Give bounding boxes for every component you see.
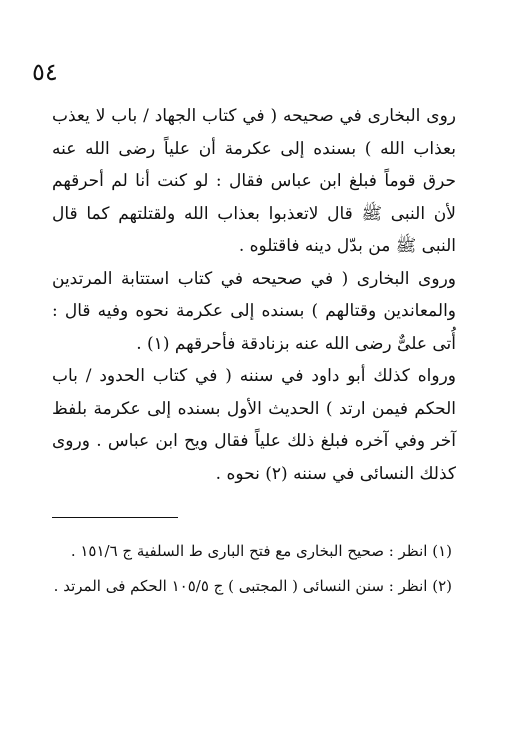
main-text bbox=[52, 100, 456, 490]
footnotes bbox=[48, 535, 452, 605]
page-number: ٥٤ bbox=[32, 58, 58, 86]
footnote: (٢) انظر : سنن النسائى ( المجتبى ) ج ١٠٥/٥ الحكم فى المرتد . bbox=[53, 577, 452, 595]
footnote-separator bbox=[52, 517, 178, 518]
paragraph: روى البخارى في صحيحه ( في كتاب الجهاد / باب لا يعذب بعذاب الله ) بسنده إلى عكرمة أن علياً رضى الله عنه حرق قوماً فبلغ ابن عباس فقال : لو كنت أنا لم أحرقهم لأن النبى ﷺ قال لاتعذبوا بعذاب الله ولقتلتهم كما قال النبى ﷺ من بدّل دينه فاقتلوه . bbox=[52, 106, 456, 256]
footnote: (١) انظر : صحيح البخارى مع فتح البارى ط السلفية ج ١٥١/٦ . bbox=[70, 542, 452, 560]
paragraph: ورواه كذلك أبو داود في سننه ( في كتاب الحدود / باب الحكم فيمن ارتد ) الحديث الأول بسنده إلى عكرمة بلفظ آخر وفي آخره فبلغ ذلك علياً فقال ويح ابن عباس . وروى كذلك النسائى في سننه (٢) نحوه . bbox=[52, 366, 456, 484]
paragraph: وروى البخارى ( في صحيحه في كتاب استتابة المرتدين والمعاندين وقتالهم ) بسنده إلى عكرمة نحوه وفيه قال : أُتى علىٌّ رضى الله عنه بزنادقة فأحرقهم (١) . bbox=[52, 268, 456, 354]
